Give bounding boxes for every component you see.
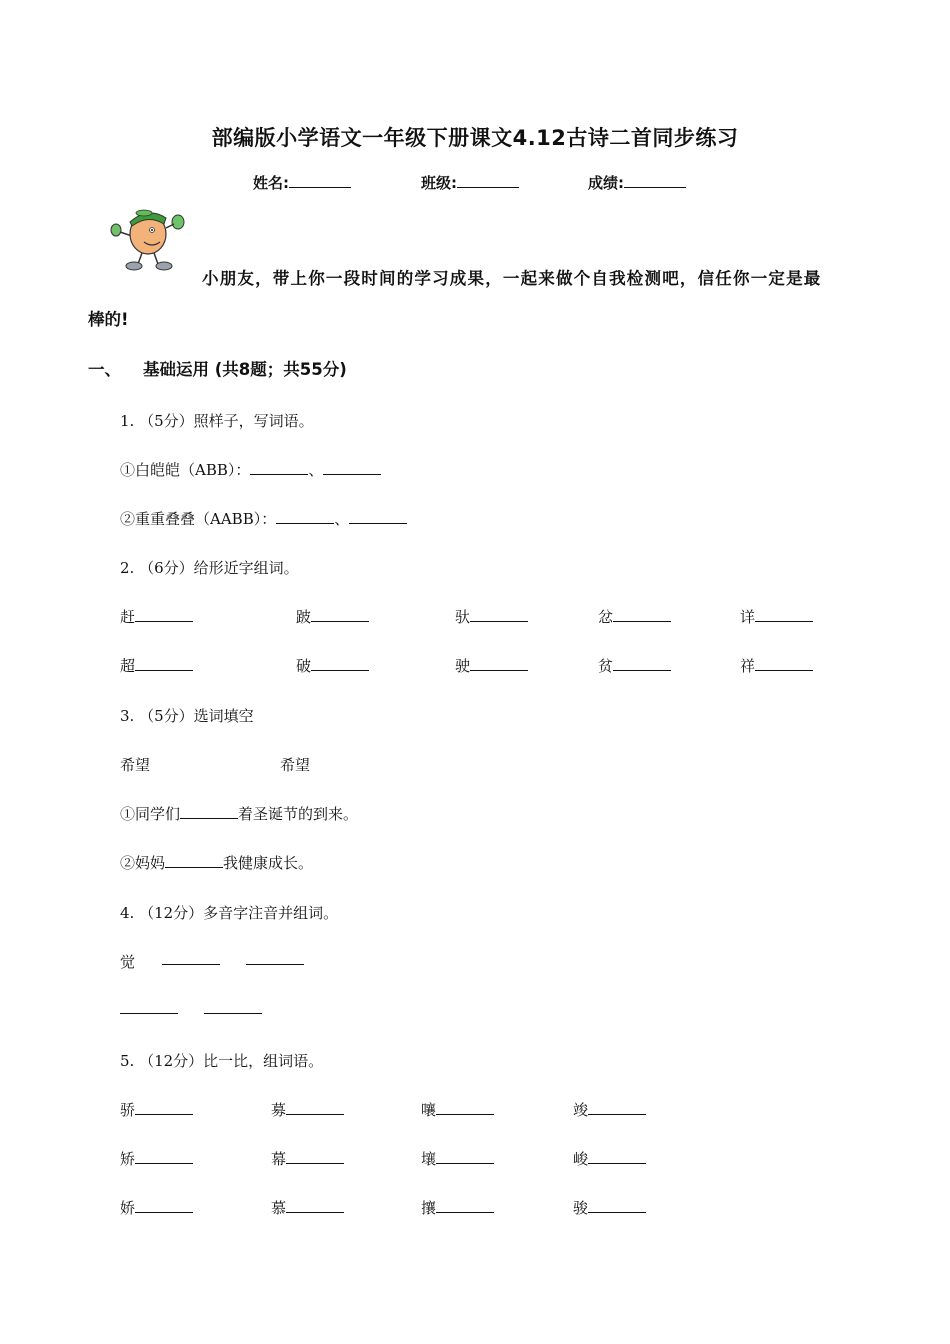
char: 峻 <box>573 1150 589 1168</box>
q4-row-2 <box>120 1000 178 1018</box>
answer-blank[interactable] <box>135 1101 193 1115</box>
class-field[interactable] <box>421 172 519 193</box>
answer-blank[interactable] <box>470 608 528 622</box>
char: 壤 <box>421 1150 437 1168</box>
question-4-stem: 4. （12分）多音字注音并组词。 <box>120 904 339 922</box>
answer-blank[interactable] <box>120 1000 178 1014</box>
q5-cell <box>421 1099 494 1120</box>
q3-s2-start: ②妈妈 <box>120 854 166 872</box>
answer-blank[interactable] <box>204 1000 262 1014</box>
q2-cell <box>740 655 813 676</box>
q3-sentence-2 <box>120 852 313 873</box>
q5-cell <box>271 1099 344 1120</box>
answer-blank[interactable] <box>286 1101 344 1115</box>
q1-item-a-label: ①白皑皑（ABB）： <box>120 461 251 479</box>
answer-blank[interactable] <box>349 510 407 524</box>
answer-blank[interactable] <box>135 608 193 622</box>
answer-blank[interactable] <box>588 1101 646 1115</box>
separator: 、 <box>308 461 324 479</box>
q2-cell <box>120 606 193 627</box>
class-blank[interactable] <box>457 173 519 188</box>
answer-blank[interactable] <box>755 608 813 622</box>
answer-blank[interactable] <box>286 1150 344 1164</box>
char: 矫 <box>120 1150 136 1168</box>
q3-sentence-1 <box>120 803 358 824</box>
score-field[interactable] <box>588 172 686 193</box>
answer-blank[interactable] <box>613 657 671 671</box>
name-blank[interactable] <box>289 173 351 188</box>
score-blank[interactable] <box>624 173 686 188</box>
answer-blank[interactable] <box>470 657 528 671</box>
q2-cell <box>598 606 671 627</box>
answer-blank[interactable] <box>323 461 381 475</box>
question-1-item-b <box>120 508 407 529</box>
char: 超 <box>120 657 136 675</box>
char: 嚷 <box>421 1101 437 1119</box>
q4-row-1 <box>162 951 220 969</box>
answer-blank[interactable] <box>588 1150 646 1164</box>
q5-cell <box>573 1099 646 1120</box>
answer-blank[interactable] <box>250 461 308 475</box>
answer-blank[interactable] <box>613 608 671 622</box>
char: 详 <box>740 608 756 626</box>
char: 祥 <box>740 657 756 675</box>
answer-blank[interactable] <box>165 854 223 868</box>
question-2-stem: 2. （6分）给形近字组词。 <box>120 559 299 577</box>
mascot-icon <box>108 204 188 274</box>
question-3-stem: 3. （5分）选词填空 <box>120 707 254 725</box>
q4-row-1 <box>246 951 304 969</box>
answer-blank[interactable] <box>755 657 813 671</box>
q2-cell <box>598 655 671 676</box>
char: 驮 <box>455 608 471 626</box>
answer-blank[interactable] <box>311 608 369 622</box>
q3-s1-end: 着圣诞节的到来。 <box>238 805 359 823</box>
q2-cell <box>120 655 193 676</box>
char: 骄 <box>120 1101 136 1119</box>
char: 慕 <box>271 1199 287 1217</box>
section-title: 基础运用 (共8题；共55分) <box>143 360 347 379</box>
question-1-stem: 1. （5分）照样子，写词语。 <box>120 412 314 430</box>
answer-blank[interactable] <box>286 1199 344 1213</box>
separator: 、 <box>334 510 350 528</box>
q5-cell <box>573 1197 646 1218</box>
q2-cell <box>296 606 369 627</box>
section-heading <box>88 356 347 380</box>
answer-blank[interactable] <box>436 1199 494 1213</box>
q2-cell <box>455 606 528 627</box>
char: 骏 <box>573 1199 589 1217</box>
name-label: 姓名: <box>253 174 289 192</box>
q4-row-2 <box>204 1000 262 1018</box>
q5-cell <box>573 1148 646 1169</box>
question-5-stem: 5. （12分）比一比，组词语。 <box>120 1052 324 1070</box>
answer-blank[interactable] <box>436 1150 494 1164</box>
q5-cell <box>120 1099 193 1120</box>
answer-blank[interactable] <box>135 1150 193 1164</box>
q3-s1-start: ①同学们 <box>120 805 181 823</box>
char: 跛 <box>296 608 312 626</box>
class-label: 班级: <box>421 174 457 192</box>
intro-line-1: 小朋友，带上你一段时间的学习成果，一起来做个自我检测吧，信任你一定是最 <box>202 269 822 288</box>
q5-cell <box>421 1197 494 1218</box>
char: 贫 <box>598 657 614 675</box>
answer-blank[interactable] <box>180 805 238 819</box>
q3-s2-end: 我健康成长。 <box>223 854 314 872</box>
char: 忿 <box>598 608 614 626</box>
char: 幕 <box>271 1150 287 1168</box>
q1-item-b-label: ②重重叠叠（AABB）： <box>120 510 277 528</box>
answer-blank[interactable] <box>311 657 369 671</box>
q4-char: 觉 <box>120 953 136 971</box>
q5-cell <box>120 1148 193 1169</box>
answer-blank[interactable] <box>436 1101 494 1115</box>
char: 攘 <box>421 1199 437 1217</box>
answer-blank[interactable] <box>246 951 304 965</box>
q2-cell <box>740 606 813 627</box>
q2-cell <box>296 655 369 676</box>
char: 破 <box>296 657 312 675</box>
q5-cell <box>120 1197 193 1218</box>
answer-blank[interactable] <box>135 657 193 671</box>
char: 娇 <box>120 1199 136 1217</box>
char: 驶 <box>455 657 471 675</box>
name-field[interactable] <box>253 172 351 193</box>
q3-word-option-1: 希望 <box>120 756 151 774</box>
char: 竣 <box>573 1101 589 1119</box>
score-label: 成绩: <box>588 174 624 192</box>
char: 募 <box>271 1101 287 1119</box>
q5-cell <box>271 1197 344 1218</box>
question-1-item-a <box>120 459 381 480</box>
section-number: 一、 <box>88 360 121 379</box>
page-title: 部编版小学语文一年级下册课文4.12古诗二首同步练习 <box>211 126 739 150</box>
q5-cell <box>421 1148 494 1169</box>
q5-cell <box>271 1148 344 1169</box>
q3-word-option-2: 希望 <box>280 756 311 774</box>
answer-blank[interactable] <box>276 510 334 524</box>
answer-blank[interactable] <box>162 951 220 965</box>
answer-blank[interactable] <box>588 1199 646 1213</box>
answer-blank[interactable] <box>135 1199 193 1213</box>
intro-line-2: 棒的! <box>88 310 129 329</box>
q2-cell <box>455 655 528 676</box>
char: 赶 <box>120 608 136 626</box>
